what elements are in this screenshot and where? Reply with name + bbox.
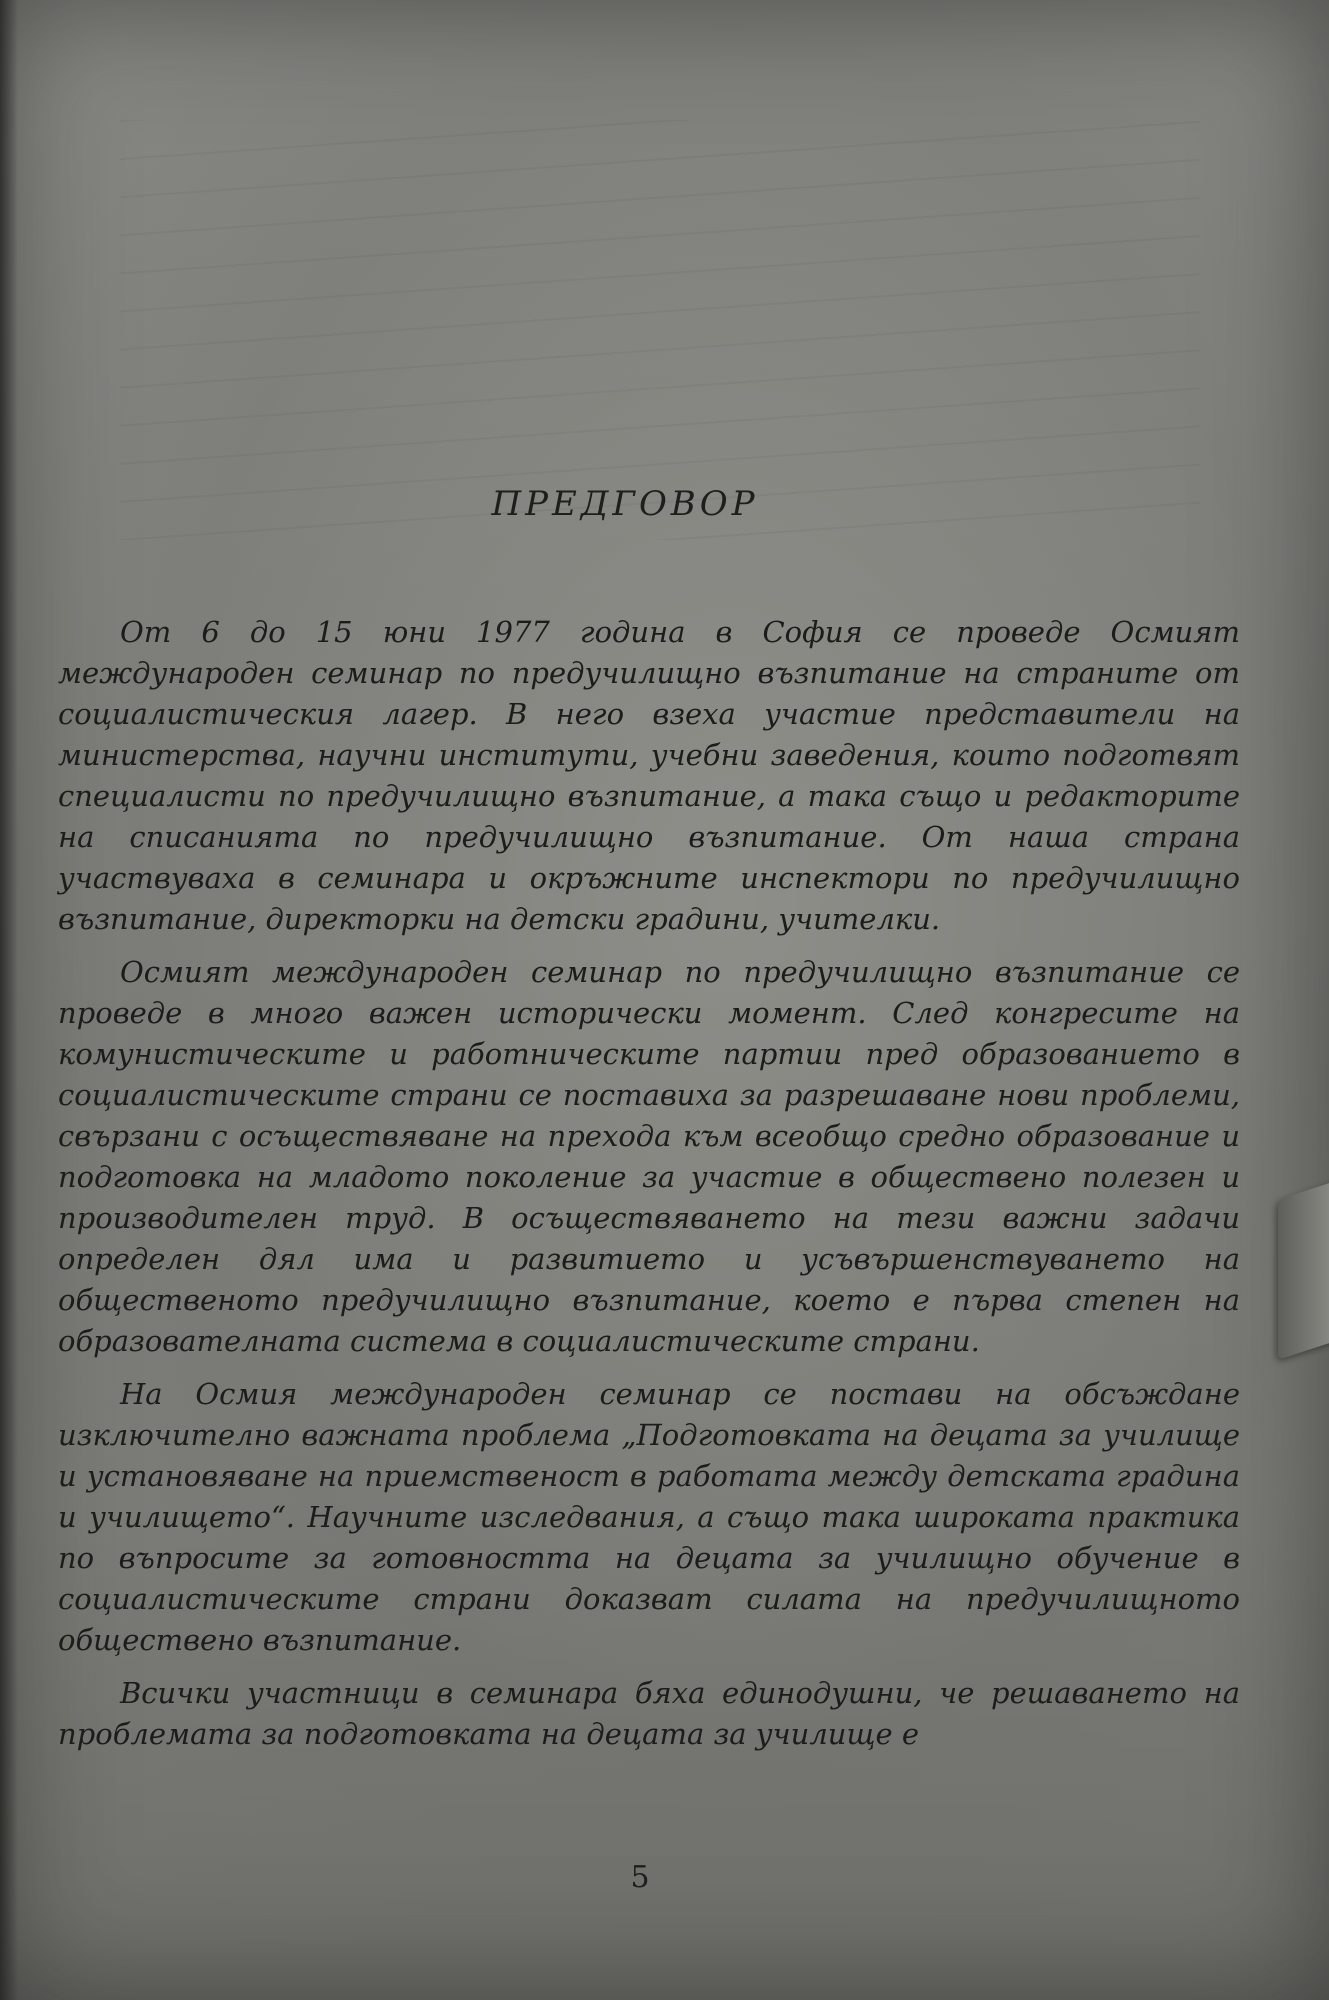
paragraph-2: Осмият международен семинар по предучилищно възпитание се проведе в много важен исторически момент. След конгресите на комунистическите и работническите партии пред образованието в социалистическите страни се поставиха за разрешаване нови проблеми, свързани с осъществяване на прехода към всеобщо средно образование и подготовка на младото поколение за участие в обществено полезен и производителен труд. В осъществяването на тези важни задачи определен дял има и развитието и усъвършенствуването на общественото предучилищно възпитание, което е първа степен на образователната система в социалистическите страни. [58, 955, 1240, 1358]
paragraph-3: На Осмия международен семинар се постави на обсъждане изключително важната проблема „Подготовката на децата за училище и установяване на приемственост в работата между детската градина и училището“. Научните изследвания, а също така широката практика по въпросите за готовността на децата за училищно обучение в социалистическите страни доказват силата на предучилищното обществено възпитание. [58, 1377, 1240, 1657]
paragraph-4: Всички участници в семинара бяха единодушни, че решаването на проблемата за подготовката на децата за училище е [58, 1676, 1240, 1751]
body-text [58, 612, 1240, 1767]
page-number: 5 [630, 1860, 650, 1895]
bookmark-tab [1278, 1180, 1329, 1359]
page-shadow-edge [0, 0, 18, 2000]
bleed-through-texture [120, 120, 1200, 540]
page-heading: ПРЕДГОВОР [491, 484, 759, 524]
paragraph-1: От 6 до 15 юни 1977 година в София се проведе Осмият международен семинар по предучилищно възпитание на страните от социалистическия лагер. В него взеха участие представители на министерства, научни институти, учебни заведения, които подготвят специалисти по предучилищно възпитание, а така също и редакторите на списанията по предучилищно възпитание. От наша страна участвуваха в семинара и окръжните инспектори по предучилищно възпитание, директорки на детски градини, учителки. [58, 615, 1240, 936]
